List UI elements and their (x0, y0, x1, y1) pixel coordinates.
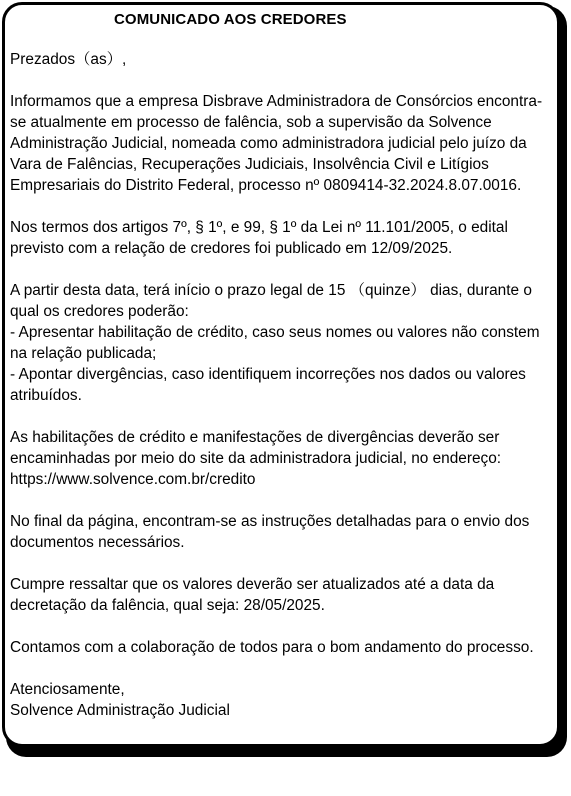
closing: Atenciosamente, (10, 681, 125, 698)
text-line: Contamos com a colaboração de todos para o bom andamento do processo. (10, 639, 534, 656)
paragraph-deadline (10, 280, 562, 406)
paragraph-instructions (10, 511, 562, 553)
closing-block (10, 679, 562, 721)
text-line: Empresariais do Distrito Federal, processo nº 0809414-32.2024.8.07.0016. (10, 177, 522, 194)
text-line: Informamos que a empresa Disbrave Administradora de Consórcios encontra- (10, 93, 543, 110)
credit-url: https://www.solvence.com.br/credito (10, 471, 256, 488)
text-line: No final da página, encontram-se as instruções detalhadas para o envio dos (10, 513, 530, 530)
paragraph-values (10, 574, 562, 616)
notice-title: COMUNICADO AOS CREDORES (114, 11, 347, 28)
text-line: na relação publicada; (10, 345, 157, 362)
text-line: previsto com a relação de credores foi publicado em 12/09/2025. (10, 240, 453, 257)
text-line: atribuídos. (10, 387, 82, 404)
text-line: Vara de Falências, Recuperações Judiciais, Insolvência Civil e Litígios (10, 156, 489, 173)
text-line: encaminhadas por meio do site da administradora judicial, no endereço: (10, 450, 502, 467)
text-line: A partir desta data, terá início o prazo legal de 15 （quinze） dias, durante o (10, 282, 532, 299)
greeting: Prezados（as）, (10, 51, 127, 68)
text-line: Nos termos dos artigos 7º, § 1º, e 99, § 1º da Lei nº 11.101/2005, o edital (10, 219, 508, 236)
text-line: Administração Judicial, nomeada como administradora judicial pelo juízo da (10, 135, 527, 152)
paragraph-cooperation (10, 637, 562, 658)
signature: Solvence Administração Judicial (10, 702, 230, 719)
list-item: - Apresentar habilitação de crédito, caso seus nomes ou valores não constem (10, 324, 540, 341)
text-line: se atualmente em processo de falência, sob a supervisão da Solvence (10, 114, 492, 131)
text-line: decretação da falência, qual seja: 28/05/2025. (10, 597, 325, 614)
text-line: Cumpre ressaltar que os valores deverão ser atualizados até a data da (10, 576, 495, 593)
notice-body (10, 49, 562, 721)
text-line: As habilitações de crédito e manifestações de divergências deverão ser (10, 429, 500, 446)
text-line: qual os credores poderão: (10, 303, 189, 320)
paragraph-bankruptcy (10, 91, 562, 196)
paragraph-legal-basis (10, 217, 562, 259)
list-item: - Apontar divergências, caso identifiquem incorreções nos dados ou valores (10, 366, 526, 383)
text-line: documentos necessários. (10, 534, 185, 551)
paragraph-submission (10, 427, 562, 490)
